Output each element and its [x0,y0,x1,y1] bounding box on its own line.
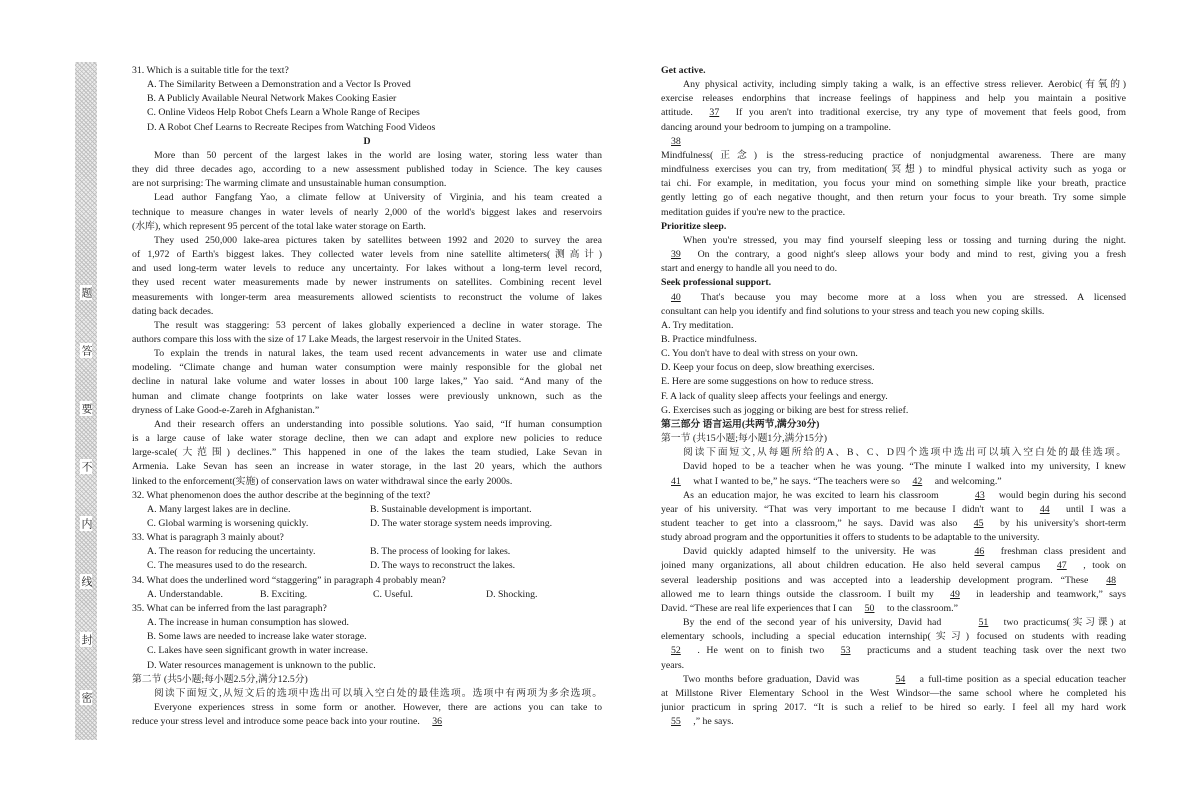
text-line [661,574,1126,588]
text-line [661,149,1126,163]
text-line [132,248,602,262]
text-line [132,418,602,432]
text-line [132,616,602,630]
text-line [661,588,1126,602]
text-segment: until I was a [1066,503,1126,515]
text-segment: of 1,972 of Earth's biggest lakes. They collected water levels from nine satellite altimeters(测高计) [132,249,602,261]
text-line [661,333,1126,347]
text-segment: large-scale(大范围) declines.” This happened in one of the lakes the team studied, Lake Sevan in [132,447,602,459]
text-segment: . He went on to finish two [697,645,825,657]
text-segment: 31. Which is a suitable title for the text? [132,65,289,76]
text-segment: Lead author Fangfang Yao, a climate fellow at University of Virginia, and his team created a [154,192,602,204]
blank-number: 41 [671,475,681,487]
text-line [661,715,1126,729]
text-segment: 阅读下面短文,从短文后的选项中选出可以填入空白处的最佳选项。选项中有两项为多余选项。 [154,687,602,699]
text-segment: Everyone experiences stress in some form or another. However, there are actions you can take to [154,702,602,714]
section-heading [132,135,602,149]
text-line [661,644,1126,658]
blank-number: 53 [840,645,851,657]
text-segment: several leadership positions and was accepted into a leadership development program. “These [661,574,1089,586]
text-segment: C. You don't have to deal with stress on your own. [661,348,858,360]
text-segment: Get active. [661,65,706,76]
text-segment: That's because you may become more at a loss when you are stressed. A licensed [700,291,1126,303]
option-row [132,588,602,602]
text-line [661,517,1126,531]
subheading [661,64,1126,78]
text-line [132,446,602,460]
text-line [132,673,602,687]
text-segment: and welcoming.” [934,475,1002,487]
text-line [132,574,602,588]
binding-labels [67,285,105,705]
text-segment: When you're stressed, you may find yourself sleeping less or tossing and turning during the night. [683,234,1126,246]
text-line [661,305,1126,319]
text-line [661,92,1126,106]
binding-label: 内 [80,518,93,530]
text-line [132,630,602,644]
text-line [661,630,1126,644]
text-segment: are not surprising: The warming climate and unsustainable human consumption. [132,178,447,190]
text-line [661,361,1126,375]
text-segment: attitude. [661,107,693,119]
text-segment: start and energy to handle all you need to do. [661,263,838,275]
option: D. Shocking. [486,588,538,600]
text-segment: a full-time position as a special education teacher [919,673,1126,685]
subheading [661,276,1126,290]
text-line [661,121,1126,135]
text-segment: David quickly adapted himself to the university. He was [683,546,936,558]
text-segment: is a large cause of lake water storage decline, then we can adapt and explore new policies to reduce [132,433,602,445]
text-line [661,319,1126,333]
text-segment: F. A lack of quality sleep affects your feelings and energy. [661,390,888,402]
text-segment: gently letting go of each negative thought, and then return your focus to your breath. Try some simple [661,192,1126,204]
option: A. Understandable. [147,588,223,600]
text-segment: human and climate change footprints on lake water losses were previously unknown, such as the [132,390,602,402]
text-line [132,78,602,92]
text-segment: student teacher to get into a classroom,” he says. David was also [661,518,958,529]
text-segment: decline in natural lake volume and water losses in about 100 large lakes,” Yao said. “And many of the [132,376,602,388]
text-segment: , took on [1083,560,1126,572]
text-line [132,489,602,503]
text-segment: would begin during his second [998,489,1126,501]
blank-number: 42 [912,475,923,487]
text-segment: elementary schools, including a special education internship(实习) focused on students with reading [661,631,1126,643]
text-line [132,206,602,220]
text-segment: Two months before graduation, David was [683,673,860,685]
text-line [132,687,602,701]
text-segment: D [363,135,371,147]
text-segment: freshman class president and [1000,546,1126,558]
blank-number: 51 [978,617,989,629]
text-segment: To explain the trends in natural lakes, the team used recent advancements in water use and climate [154,348,602,360]
text-line [132,375,602,389]
text-line [661,475,1126,489]
text-segment: They used 250,000 lake-area pictures taken by satellites between 1992 and 2020 to survey the area [154,234,602,246]
text-segment: If you aren't into traditional exercise, try any type of movement that feels good, from [735,107,1126,119]
text-line [661,616,1126,630]
blank-number: 49 [950,588,960,600]
text-line [132,531,602,545]
text-segment: A. Try meditation. [661,319,734,331]
option-row [132,559,602,573]
text-segment: And their research offers an understanding into possible solutions. Yao said, “If human consumption [154,418,602,430]
text-line [661,404,1126,418]
text-segment: linked to the enforcement(实施) of conservation laws on water withdrawal since the early 2000s. [132,475,513,487]
text-line [661,687,1126,701]
text-line [132,276,602,290]
text-line [661,135,1126,149]
text-segment: joined many organizations, all about children education. He also held several campus [661,560,1041,572]
binding-label: 要 [80,402,93,414]
text-segment: G. Exercises such as jogging or biking are best for stress relief. [661,404,909,416]
text-line [132,305,602,319]
text-line [661,375,1126,389]
text-line [132,659,602,673]
text-segment: measurements with longer-term area measurements allowed scientists to reconstruct the volume of lakes [132,291,602,303]
text-segment: More than 50 percent of the largest lakes in the world are losing water, storing less water than [154,149,602,161]
text-line [132,92,602,106]
text-line [661,460,1126,474]
text-segment: Seek professional support. [661,277,772,289]
option: B. The process of looking for lakes. [370,546,511,558]
text-segment: exercise releases endorphins that increase feelings of happiness and help you maintain a positive [661,93,1126,105]
text-line [661,659,1126,673]
text-line [132,191,602,205]
text-line [661,602,1126,616]
text-segment: 第二节 (共5小题;每小题2.5分,满分12.5分) [132,673,308,685]
text-segment: As an education major, he was excited to learn his classroom [683,489,939,501]
text-line [661,291,1126,305]
text-line [132,234,602,248]
text-line [132,475,602,489]
binding-label: 密 [80,691,93,703]
text-line [661,545,1126,559]
text-line [661,559,1126,573]
text-line [132,121,602,135]
blank-number: 39 [671,249,681,261]
text-segment: A. The Similarity Between a Demonstration and a Vector Is Proved [147,79,411,91]
text-segment: 阅读下面短文,从每题所给的A、B、C、D四个选项中选出可以填入空白处的最佳选项。 [683,447,1126,459]
text-segment: D. Water resources management is unknown to the public. [147,659,376,671]
text-line [661,701,1126,715]
text-segment: junior practicum in spring 2017. “It is such a relief to be hired so early. I feel all my hard work [661,702,1126,714]
text-segment: 35. What can be inferred from the last paragraph? [132,602,327,614]
blank-number: 52 [671,645,681,657]
blank-number: 37 [709,107,720,119]
text-line [132,106,602,120]
text-line [132,390,602,404]
text-line [661,432,1126,446]
text-line [661,390,1126,404]
blank-number: 38 [671,135,681,147]
text-segment: technique to measure changes in water levels of nearly 2,000 of the world's biggest lakes and reservoirs [132,206,602,218]
text-segment: at Millstone River Elementary School in the West Windsor—the same school where he completed his [661,687,1126,699]
text-segment: in leadership and teamwork,” says [976,588,1126,600]
option: B. Exciting. [260,588,308,600]
text-segment: practicums and a student teaching task over the next two [867,645,1126,657]
option-row [132,517,602,531]
text-line [132,149,602,163]
text-segment: Mindfulness(正念) is the stress-reducing practice of nonjudgmental awareness. There are many [661,149,1126,161]
text-segment: dancing around your bedroom to jumping on a trampoline. [661,121,891,133]
text-segment: 33. What is paragraph 3 mainly about? [132,532,284,544]
text-line [661,163,1126,177]
text-segment: tai chi. For example, in meditation, you focus your mind on something simple like your breath, practice [661,178,1126,190]
blank-number: 40 [671,291,681,303]
text-line [132,361,602,375]
subheading [661,220,1126,234]
text-line [661,673,1126,687]
text-line [661,262,1126,276]
option: D. The water storage system needs improving. [370,518,553,529]
blank-number: 36 [432,716,443,728]
text-line [661,347,1126,361]
subheading [661,418,1126,432]
text-segment: B. Some laws are needed to increase lake water storage. [147,631,367,643]
option: D. The ways to reconstruct the lakes. [370,560,516,572]
text-line [132,432,602,446]
text-line [132,333,602,347]
text-line [661,206,1126,220]
binding-label: 答 [80,344,93,356]
text-segment: 第三部分 语言运用(共两节,满分30分) [661,418,820,430]
text-line [132,163,602,177]
blank-number: 48 [1106,574,1117,586]
text-segment: two practicums(实习课) at [1003,617,1126,629]
text-segment: mindfulness exercises you can try, from meditation(冥想) to mindful physical activity such as yoga or [661,164,1126,176]
option-row [132,503,602,517]
text-line [661,489,1126,503]
text-segment: dryness of Lake Good-e-Zareh in Afghanistan.” [132,404,320,416]
text-segment: study abroad program and the opportunities it offers to students to be adaptable to the university. [661,532,1040,544]
text-segment: 34. What does the underlined word “staggering” in paragraph 4 probably mean? [132,574,446,586]
text-segment: C. Online Videos Help Robot Chefs Learn a Whole Range of Recipes [147,107,420,119]
text-segment: D. A Robot Chef Learns to Recreate Recipes from Watching Food Videos [147,121,436,133]
text-segment: 32. What phenomenon does the author describe at the beginning of the text? [132,489,431,501]
blank-number: 44 [1039,503,1050,515]
blank-number: 43 [974,489,985,501]
text-line [132,220,602,234]
right-column [661,64,1126,729]
option: C. Useful. [373,588,414,600]
text-segment: C. Lakes have seen significant growth in water increase. [147,645,368,657]
text-segment: A. The increase in human consumption has slowed. [147,617,349,629]
text-line [132,177,602,191]
text-line [132,262,602,276]
text-segment: (水库), which represent 95 percent of the total lake water storage on Earth. [132,220,426,232]
text-line [132,64,602,78]
option-row [132,545,602,559]
text-line [661,531,1126,545]
text-segment: year of his university. “That was very important to me because I didn't want to [661,503,1024,515]
blank-number: 50 [864,602,875,614]
text-segment: 第一节 (共15小题;每小题1分,满分15分) [661,433,827,445]
text-segment: Prioritize sleep. [661,220,727,232]
text-segment: Armenia. Lake Sevan has seen an increase in water storage, in the last 20 years, which the authors [132,461,602,473]
text-segment: allowed me to learn things outside the classroom. I built my [661,588,934,600]
text-segment: by his university's short-term [999,518,1126,529]
text-segment: reduce your stress level and introduce some peace back into your routine. [132,716,420,728]
option: A. Many largest lakes are in decline. [147,503,291,515]
text-segment: modeling. “Climate change and human water consumption were mainly responsible for the global net [132,362,602,374]
left-column [132,64,602,729]
blank-number: 54 [895,673,906,685]
text-segment: years. [661,659,685,671]
text-line [132,319,602,333]
text-segment: authors compare this loss with the size of 17 Lake Meads, the largest reservoir in the United States. [132,333,522,345]
text-segment: meditation guides if you're new to the practice. [661,206,846,218]
text-line [132,291,602,305]
text-segment: E. Here are some suggestions on how to reduce stress. [661,376,874,388]
text-segment: they did three decades ago, according to a new assessment published today in Science. The key causes [132,164,602,176]
text-segment: David hoped to be a teacher when he was young. “The minute I walked into my university, I knew [683,461,1126,473]
text-segment: The result was staggering: 53 percent of lakes globally experienced a decline in water storage. The [154,319,602,331]
text-line [132,347,602,361]
blank-number: 55 [671,716,681,728]
binding-label: 线 [80,576,93,588]
binding-label: 封 [80,634,93,646]
text-line [132,701,602,715]
text-line [661,234,1126,248]
text-line [661,503,1126,517]
text-segment: D. Keep your focus on deep, slow breathing exercises. [661,362,875,374]
text-segment: On the contrary, a good night's sleep allows your body and mind to rest, giving you a fresh [697,249,1126,261]
blank-number: 46 [974,546,985,558]
text-line [132,715,602,729]
blank-number: 47 [1056,560,1067,572]
text-line [132,602,602,616]
text-segment: Any physical activity, including simply taking a walk, is an effective stress reliever. Aerobic(有氧的) [683,79,1126,91]
text-segment: ,” he says. [693,716,734,728]
text-segment: B. A Publicly Available Neural Network Makes Cooking Easier [147,93,397,105]
text-line [132,404,602,418]
binding-label: 不 [80,460,93,472]
text-segment: they used recent water measurements made by newer instruments on satellites. Combining recent level [132,277,602,289]
text-segment: By the end of the second year of his university, David had [683,617,942,629]
text-line [661,191,1126,205]
text-line [661,106,1126,120]
text-segment: and used long-term water levels to reduce any uncertainty. For lakes without a long-term level record, [132,263,602,275]
text-line [661,446,1126,460]
text-segment: dating back decades. [132,305,214,317]
option: C. Global warming is worsening quickly. [147,518,309,529]
text-line [661,177,1126,191]
blank-number: 45 [973,518,984,529]
text-line [661,248,1126,262]
option: C. The measures used to do the research. [147,560,308,572]
text-line [661,78,1126,92]
text-segment: what I wanted to be,” he says. “The teachers were so [693,475,900,487]
text-segment: consultant can help you identify and find solutions to your stress and teach you new coping skills. [661,305,1045,317]
binding-label: 题 [80,287,93,298]
text-line [132,644,602,658]
text-segment: to the classroom.” [886,602,958,614]
option: A. The reason for reducing the uncertainty. [147,546,316,558]
text-segment: David. “These are real life experiences that I can [661,602,853,614]
option: B. Sustainable development is important. [370,503,532,515]
text-segment: B. Practice mindfulness. [661,333,757,345]
text-line [132,460,602,474]
